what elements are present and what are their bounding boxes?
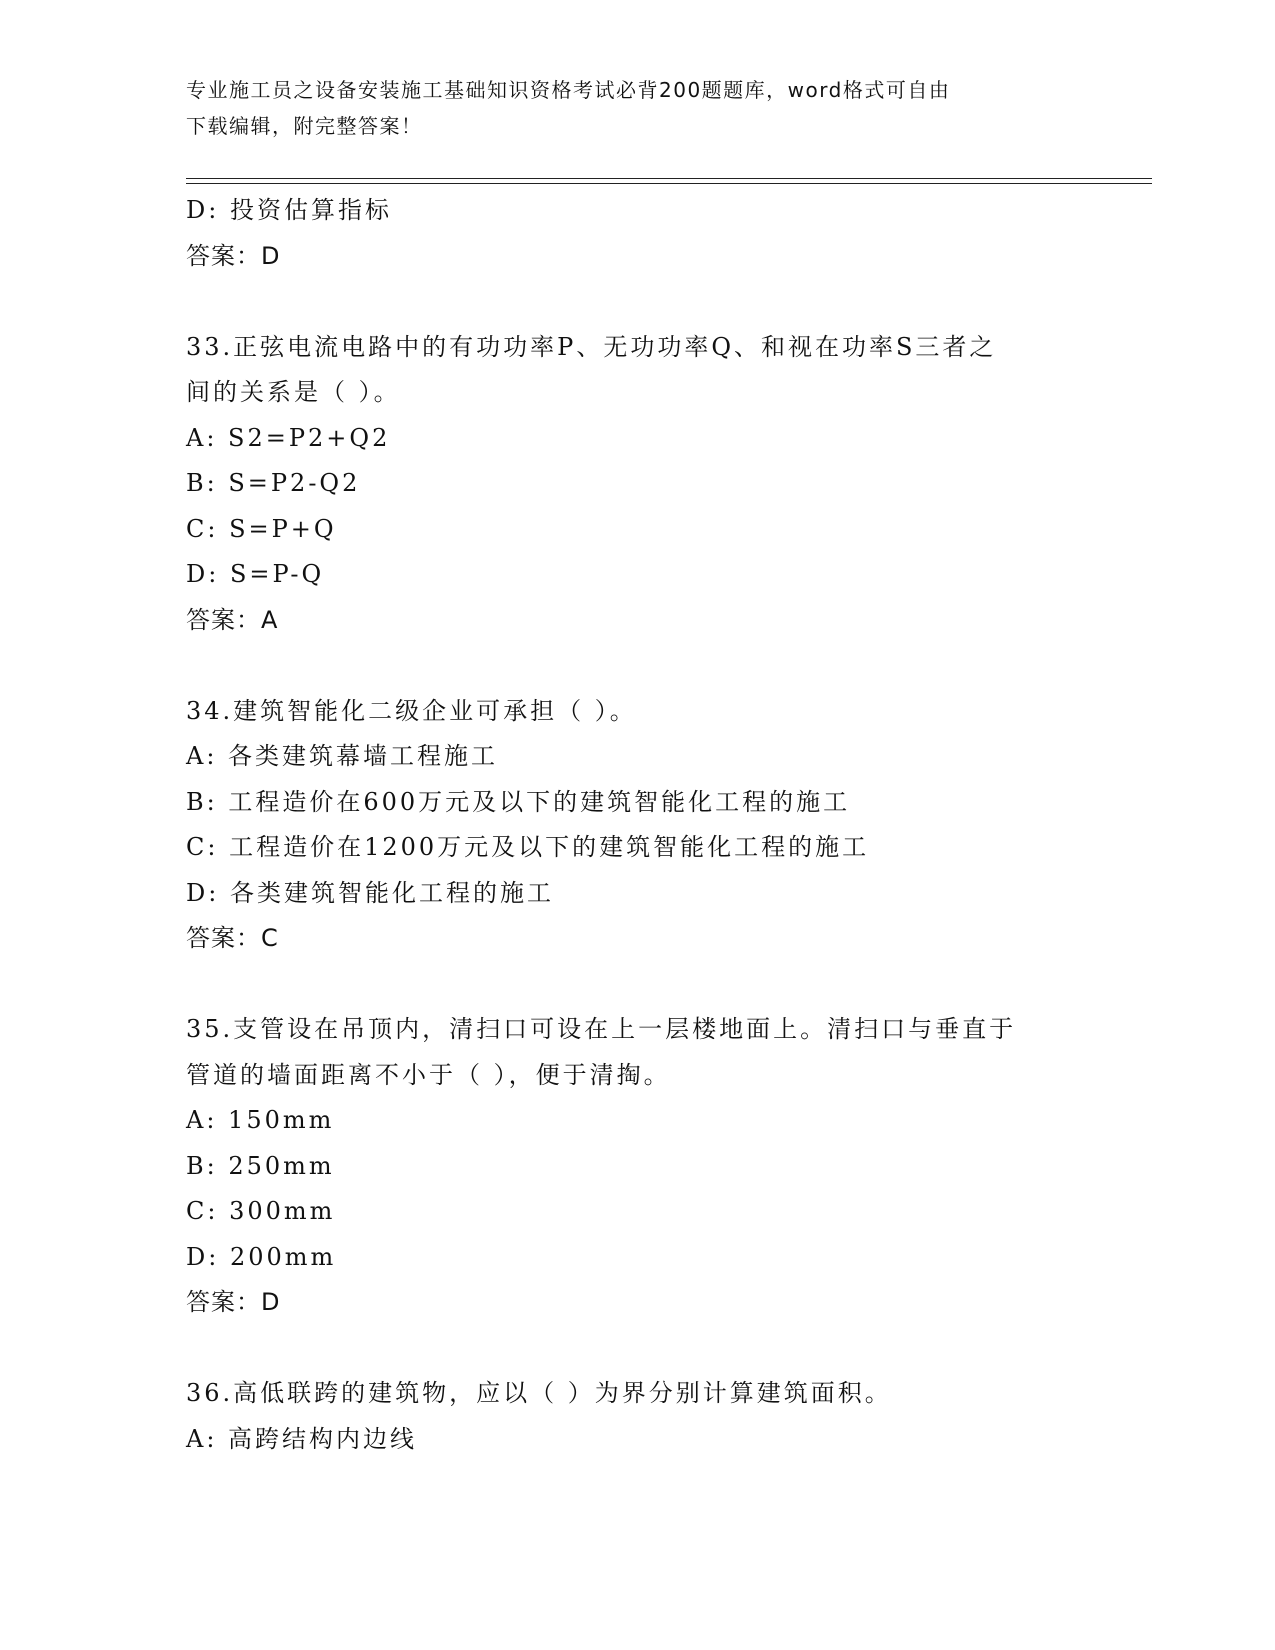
header-line-2: 下载编辑，附完整答案！: [186, 114, 423, 138]
option-c: C: 300mm: [186, 1197, 336, 1225]
question-text-line-1: 35.支管设在吊顶内，清扫口可设在上一层楼地面上。清扫口与垂直于: [186, 1015, 1017, 1043]
option-a: A: S2=P2+Q2: [186, 423, 391, 452]
option-a: A: 各类建筑幕墙工程施工: [186, 742, 499, 770]
option-a: A: 150mm: [186, 1106, 335, 1134]
question-text-line-1: 36.高低联跨的建筑物，应以（ ）为界分别计算建筑面积。: [186, 1379, 892, 1407]
question-34: [186, 689, 1086, 962]
document-header: [186, 72, 1066, 144]
previous-question-tail: [186, 188, 1086, 279]
question-text-line-2: 管道的墙面距离不小于（ ），便于清掏。: [186, 1060, 671, 1089]
option-b: B: 250mm: [186, 1151, 335, 1180]
answer-line: 答案：D: [186, 1288, 281, 1316]
question-text-line-1: 34.建筑智能化二级企业可承担（ ）。: [186, 696, 637, 725]
option-d: D: 各类建筑智能化工程的施工: [186, 878, 554, 907]
question-text-line-2: 间的关系是（ ）。: [186, 378, 401, 406]
question-text-line-1: 33.正弦电流电路中的有功功率P、无功功率Q、和视在功率S三者之: [186, 332, 997, 361]
answer-line: 答案：C: [186, 924, 279, 952]
document-body: [186, 188, 1086, 1462]
header-divider-top: [186, 178, 1152, 179]
option-d: D: 200mm: [186, 1242, 337, 1271]
question-36: [186, 1371, 1086, 1462]
option-a: A: 高跨结构内边线: [186, 1424, 418, 1453]
question-33: [186, 325, 1086, 644]
option-b: B: 工程造价在600万元及以下的建筑智能化工程的施工: [186, 787, 851, 816]
option-c: C: 工程造价在1200万元及以下的建筑智能化工程的施工: [186, 833, 870, 861]
option-c: C: S=P+Q: [186, 514, 337, 543]
option-d: D: S=P-Q: [186, 560, 325, 588]
question-35: [186, 1007, 1086, 1326]
option-d: D: 投资估算指标: [186, 196, 392, 224]
option-b: B: S=P2-Q2: [186, 469, 361, 497]
answer-line: 答案：D: [186, 241, 281, 270]
header-line-1: 专业施工员之设备安装施工基础知识资格考试必背200题题库，word格式可自由: [186, 78, 951, 102]
header-divider-bottom: [186, 183, 1152, 184]
answer-line: 答案：A: [186, 605, 279, 634]
